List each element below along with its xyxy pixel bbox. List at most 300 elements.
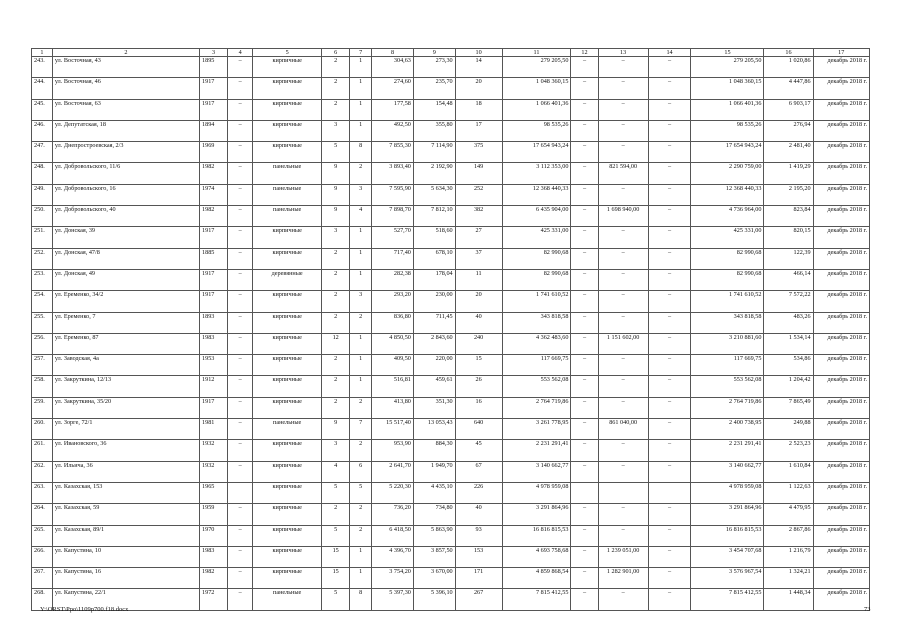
cost-fund-cell: 3 140 662,77 <box>691 461 764 482</box>
cost-fund-cell: 2 764 719,86 <box>691 397 764 418</box>
row-number-cell: 267. <box>32 568 53 589</box>
floors-cell: 4 <box>322 461 350 482</box>
row-number-cell: 247. <box>32 142 53 163</box>
floors-cell: 3 <box>322 227 350 248</box>
cost-fund-cell: 7 815 412,55 <box>691 589 764 610</box>
living-area-cell: 7 114,90 <box>413 142 455 163</box>
row-number-cell: 251. <box>32 227 53 248</box>
wall-material-cell: кирпичные <box>253 440 322 461</box>
cost-per-sqm-cell: 2 195,20 <box>764 184 813 205</box>
floors-cell: 5 <box>322 482 350 503</box>
cost-per-sqm-cell: 1 324,21 <box>764 568 813 589</box>
completion-date-cell: декабрь 2018 г. <box>813 376 869 397</box>
floors-cell: 2 <box>322 57 350 78</box>
row-number-cell: 261. <box>32 440 53 461</box>
col-4-cell: – <box>228 525 253 546</box>
living-area-cell: 5 634,30 <box>413 184 455 205</box>
cost-fund-cell: 16 816 815,53 <box>691 525 764 546</box>
col-12-cell: – <box>571 291 598 312</box>
build-year-cell: 1982 <box>200 206 228 227</box>
residents-cell: 20 <box>455 78 502 99</box>
build-year-cell: 1970 <box>200 525 228 546</box>
total-cost-cell: 4 693 758,68 <box>502 546 571 567</box>
table-row <box>32 248 870 269</box>
cost-per-sqm-cell: 2 867,86 <box>764 525 813 546</box>
total-area-cell: 5 220,30 <box>372 482 414 503</box>
cost-per-sqm-cell: 6 903,17 <box>764 99 813 120</box>
row-number-cell: 259. <box>32 397 53 418</box>
cost-fund-cell: 4 736 964,00 <box>691 206 764 227</box>
entrances-cell: 2 <box>350 504 372 525</box>
column-number-cell: 8 <box>372 49 414 57</box>
residents-cell: 171 <box>455 568 502 589</box>
floors-cell: 15 <box>322 568 350 589</box>
cost-per-sqm-cell: 1 534,14 <box>764 333 813 354</box>
entrances-cell: 1 <box>350 120 372 141</box>
address-cell: ул. Еременко, 34/2 <box>52 291 199 312</box>
wall-material-cell: кирпичные <box>253 142 322 163</box>
entrances-cell: 1 <box>350 568 372 589</box>
address-cell: ул. Донская, 47/8 <box>52 248 199 269</box>
address-cell: ул. Восточная, 63 <box>52 99 199 120</box>
column-number-cell: 9 <box>413 49 455 57</box>
residents-cell: 14 <box>455 57 502 78</box>
entrances-cell: 1 <box>350 99 372 120</box>
living-area-cell: 355,80 <box>413 120 455 141</box>
wall-material-cell: кирпичные <box>253 248 322 269</box>
row-number-cell: 254. <box>32 291 53 312</box>
floors-cell: 2 <box>322 312 350 333</box>
entrances-cell: 2 <box>350 440 372 461</box>
cost-per-sqm-cell: 1 610,84 <box>764 461 813 482</box>
col-14-cell <box>648 482 691 503</box>
address-cell: ул. Еременко, 7 <box>52 312 199 333</box>
cost-fund-cell: 1 066 401,36 <box>691 99 764 120</box>
col-4-cell: – <box>228 269 253 290</box>
row-number-cell: 246. <box>32 120 53 141</box>
total-cost-cell: 117 669,75 <box>502 355 571 376</box>
cost-fund-cell: 2 231 291,41 <box>691 440 764 461</box>
build-year-cell: 1953 <box>200 355 228 376</box>
wall-material-cell: кирпичные <box>253 333 322 354</box>
col-14-cell: – <box>648 525 691 546</box>
col-14-cell: – <box>648 312 691 333</box>
address-cell: ул. Закруткина, 12/13 <box>52 376 199 397</box>
total-cost-cell: 6 435 904,00 <box>502 206 571 227</box>
entrances-cell: 1 <box>350 546 372 567</box>
col-14-cell: – <box>648 78 691 99</box>
cost-fund-cell: 82 990,68 <box>691 269 764 290</box>
col-14-cell: – <box>648 397 691 418</box>
completion-date-cell: декабрь 2018 г. <box>813 312 869 333</box>
total-area-cell: 6 418,50 <box>372 525 414 546</box>
cost-fund-cell: 3 210 881,60 <box>691 333 764 354</box>
living-area-cell: 884,30 <box>413 440 455 461</box>
row-number-cell: 256. <box>32 333 53 354</box>
total-cost-cell: 82 990,68 <box>502 269 571 290</box>
completion-date-cell: декабрь 2018 г. <box>813 99 869 120</box>
cost-per-sqm-cell: 466,14 <box>764 269 813 290</box>
residents-cell: 27 <box>455 227 502 248</box>
col-13-cell: – <box>598 227 648 248</box>
table-row <box>32 99 870 120</box>
col-13-cell: – <box>598 440 648 461</box>
completion-date-cell: декабрь 2018 г. <box>813 269 869 290</box>
build-year-cell: 1983 <box>200 333 228 354</box>
col-13-cell: – <box>598 312 648 333</box>
living-area-cell: 220,00 <box>413 355 455 376</box>
table-row <box>32 525 870 546</box>
floors-cell: 2 <box>322 99 350 120</box>
completion-date-cell: декабрь 2018 г. <box>813 397 869 418</box>
total-cost-cell: 16 816 815,53 <box>502 525 571 546</box>
entrances-cell: 1 <box>350 355 372 376</box>
col-12-cell: – <box>571 440 598 461</box>
address-cell: ул. Зорге, 72/1 <box>52 419 199 440</box>
cost-per-sqm-cell: 1 122,63 <box>764 482 813 503</box>
floors-cell: 15 <box>322 546 350 567</box>
completion-date-cell: декабрь 2018 г. <box>813 355 869 376</box>
col-13-cell: – <box>598 397 648 418</box>
col-12-cell: – <box>571 333 598 354</box>
residents-cell: 20 <box>455 291 502 312</box>
entrances-cell: 2 <box>350 525 372 546</box>
table-row <box>32 142 870 163</box>
cost-per-sqm-cell: 1 448,34 <box>764 589 813 610</box>
residents-cell: 267 <box>455 589 502 610</box>
table-row <box>32 589 870 610</box>
residents-cell: 17 <box>455 120 502 141</box>
entrances-cell: 8 <box>350 589 372 610</box>
cost-fund-cell: 279 205,50 <box>691 57 764 78</box>
col-14-cell: – <box>648 355 691 376</box>
wall-material-cell: панельные <box>253 184 322 205</box>
address-cell: ул. Донская, 49 <box>52 269 199 290</box>
column-number-cell: 11 <box>502 49 571 57</box>
total-cost-cell: 2 231 291,41 <box>502 440 571 461</box>
wall-material-cell: панельные <box>253 206 322 227</box>
residents-cell: 18 <box>455 99 502 120</box>
floors-cell: 5 <box>322 589 350 610</box>
cost-per-sqm-cell: 276,94 <box>764 120 813 141</box>
address-cell: ул. Днепростроевская, 2/3 <box>52 142 199 163</box>
total-area-cell: 7 595,90 <box>372 184 414 205</box>
living-area-cell: 734,80 <box>413 504 455 525</box>
completion-date-cell: декабрь 2018 г. <box>813 546 869 567</box>
living-area-cell: 2 192,90 <box>413 163 455 184</box>
table-row <box>32 461 870 482</box>
col-12-cell: – <box>571 504 598 525</box>
cost-per-sqm-cell: 820,15 <box>764 227 813 248</box>
address-cell: ул. Заводская, 4а <box>52 355 199 376</box>
build-year-cell: 1917 <box>200 269 228 290</box>
col-4-cell: – <box>228 397 253 418</box>
total-area-cell: 413,80 <box>372 397 414 418</box>
total-cost-cell: 343 818,58 <box>502 312 571 333</box>
entrances-cell: 1 <box>350 333 372 354</box>
col-4-cell: – <box>228 589 253 610</box>
address-cell: ул. Добровольского, 16 <box>52 184 199 205</box>
col-4-cell: – <box>228 291 253 312</box>
col-4-cell: – <box>228 99 253 120</box>
cost-fund-cell: 2 400 738,95 <box>691 419 764 440</box>
row-number-cell: 243. <box>32 57 53 78</box>
build-year-cell: 1969 <box>200 142 228 163</box>
total-area-cell: 3 754,20 <box>372 568 414 589</box>
entrances-cell: 1 <box>350 57 372 78</box>
col-14-cell: – <box>648 461 691 482</box>
col-4-cell: – <box>228 568 253 589</box>
row-number-cell: 245. <box>32 99 53 120</box>
residents-cell: 45 <box>455 440 502 461</box>
residents-cell: 149 <box>455 163 502 184</box>
address-cell: ул. Казахская, 59 <box>52 504 199 525</box>
living-area-cell: 4 435,10 <box>413 482 455 503</box>
total-area-cell: 409,50 <box>372 355 414 376</box>
column-number-cell: 7 <box>350 49 372 57</box>
col-4-cell: – <box>228 184 253 205</box>
col-14-cell: – <box>648 57 691 78</box>
total-cost-cell: 1 048 360,15 <box>502 78 571 99</box>
build-year-cell: 1917 <box>200 291 228 312</box>
total-area-cell: 177,58 <box>372 99 414 120</box>
column-number-cell: 3 <box>200 49 228 57</box>
col-4-cell: – <box>228 78 253 99</box>
col-14-cell: – <box>648 376 691 397</box>
col-13-cell: 861 040,00 <box>598 419 648 440</box>
col-13-cell: 1 239 051,00 <box>598 546 648 567</box>
col-12-cell: – <box>571 419 598 440</box>
cost-per-sqm-cell: 249,88 <box>764 419 813 440</box>
wall-material-cell: кирпичные <box>253 546 322 567</box>
row-number-cell: 255. <box>32 312 53 333</box>
total-area-cell: 717,40 <box>372 248 414 269</box>
living-area-cell: 351,30 <box>413 397 455 418</box>
row-number-cell: 252. <box>32 248 53 269</box>
completion-date-cell: декабрь 2018 г. <box>813 248 869 269</box>
col-13-cell: – <box>598 78 648 99</box>
living-area-cell: 711,45 <box>413 312 455 333</box>
row-number-cell: 249. <box>32 184 53 205</box>
total-cost-cell: 3 112 353,00 <box>502 163 571 184</box>
cost-per-sqm-cell: 4 479,95 <box>764 504 813 525</box>
cost-per-sqm-cell: 2 523,23 <box>764 440 813 461</box>
column-number-cell: 15 <box>691 49 764 57</box>
entrances-cell: 1 <box>350 269 372 290</box>
total-cost-cell: 12 368 440,33 <box>502 184 571 205</box>
address-cell: ул. Казахская, 89/1 <box>52 525 199 546</box>
col-12-cell: – <box>571 461 598 482</box>
col-14-cell: – <box>648 291 691 312</box>
residents-cell: 40 <box>455 504 502 525</box>
floors-cell: 5 <box>322 525 350 546</box>
completion-date-cell: декабрь 2018 г. <box>813 163 869 184</box>
col-13-cell: – <box>598 269 648 290</box>
table-row <box>32 440 870 461</box>
total-cost-cell: 425 331,00 <box>502 227 571 248</box>
row-number-cell: 257. <box>32 355 53 376</box>
col-14-cell: – <box>648 120 691 141</box>
floors-cell: 2 <box>322 269 350 290</box>
col-12-cell: – <box>571 312 598 333</box>
total-cost-cell: 4 978 959,08 <box>502 482 571 503</box>
col-4-cell: – <box>228 355 253 376</box>
total-cost-cell: 3 261 778,95 <box>502 419 571 440</box>
total-cost-cell: 279 205,50 <box>502 57 571 78</box>
column-number-cell: 6 <box>322 49 350 57</box>
table-row <box>32 291 870 312</box>
build-year-cell: 1917 <box>200 227 228 248</box>
entrances-cell: 7 <box>350 419 372 440</box>
total-cost-cell: 4 859 868,54 <box>502 568 571 589</box>
living-area-cell: 518,60 <box>413 227 455 248</box>
living-area-cell: 678,10 <box>413 248 455 269</box>
total-area-cell: 953,90 <box>372 440 414 461</box>
floors-cell: 2 <box>322 376 350 397</box>
entrances-cell: 1 <box>350 376 372 397</box>
wall-material-cell: кирпичные <box>253 99 322 120</box>
col-4-cell: – <box>228 376 253 397</box>
col-12-cell: – <box>571 78 598 99</box>
cost-fund-cell: 4 978 959,08 <box>691 482 764 503</box>
col-14-cell: – <box>648 568 691 589</box>
entrances-cell: 3 <box>350 291 372 312</box>
completion-date-cell: декабрь 2018 г. <box>813 461 869 482</box>
completion-date-cell: декабрь 2018 г. <box>813 142 869 163</box>
col-4-cell: – <box>228 227 253 248</box>
living-area-cell: 13 053,43 <box>413 419 455 440</box>
table-row <box>32 269 870 290</box>
wall-material-cell: кирпичные <box>253 504 322 525</box>
build-year-cell: 1981 <box>200 419 228 440</box>
wall-material-cell: панельные <box>253 589 322 610</box>
col-12-cell: – <box>571 568 598 589</box>
col-13-cell: – <box>598 291 648 312</box>
column-number-cell: 2 <box>52 49 199 57</box>
wall-material-cell: кирпичные <box>253 525 322 546</box>
table-row <box>32 227 870 248</box>
cost-fund-cell: 12 368 440,33 <box>691 184 764 205</box>
entrances-cell: 8 <box>350 142 372 163</box>
residents-cell: 11 <box>455 269 502 290</box>
entrances-cell: 1 <box>350 78 372 99</box>
total-area-cell: 282,38 <box>372 269 414 290</box>
total-cost-cell: 1 066 401,36 <box>502 99 571 120</box>
row-number-cell: 248. <box>32 163 53 184</box>
housing-register-table <box>31 48 870 611</box>
total-cost-cell: 98 535,26 <box>502 120 571 141</box>
completion-date-cell: декабрь 2018 г. <box>813 120 869 141</box>
column-number-cell: 16 <box>764 49 813 57</box>
col-4-cell: – <box>228 440 253 461</box>
completion-date-cell: декабрь 2018 г. <box>813 419 869 440</box>
col-4-cell: – <box>228 120 253 141</box>
wall-material-cell: кирпичные <box>253 120 322 141</box>
residents-cell: 15 <box>455 355 502 376</box>
completion-date-cell: декабрь 2018 г. <box>813 482 869 503</box>
build-year-cell: 1974 <box>200 184 228 205</box>
cost-fund-cell: 425 331,00 <box>691 227 764 248</box>
col-4-cell: – <box>228 461 253 482</box>
row-number-cell: 262. <box>32 461 53 482</box>
col-14-cell: – <box>648 504 691 525</box>
total-area-cell: 15 517,40 <box>372 419 414 440</box>
build-year-cell: 1917 <box>200 78 228 99</box>
total-area-cell: 516,81 <box>372 376 414 397</box>
cost-fund-cell: 3 291 864,96 <box>691 504 764 525</box>
col-13-cell: – <box>598 142 648 163</box>
cost-per-sqm-cell: 823,84 <box>764 206 813 227</box>
address-cell: ул. Восточная, 43 <box>52 57 199 78</box>
total-area-cell: 7 855,30 <box>372 142 414 163</box>
col-13-cell: – <box>598 461 648 482</box>
total-cost-cell: 17 654 943,24 <box>502 142 571 163</box>
residents-cell: 240 <box>455 333 502 354</box>
row-number-cell: 268. <box>32 589 53 610</box>
col-12-cell: – <box>571 546 598 567</box>
cost-per-sqm-cell: 122,39 <box>764 248 813 269</box>
col-13-cell: – <box>598 184 648 205</box>
living-area-cell: 5 863,90 <box>413 525 455 546</box>
column-number-cell: 14 <box>648 49 691 57</box>
col-4-cell: – <box>228 546 253 567</box>
total-cost-cell: 7 815 412,55 <box>502 589 571 610</box>
completion-date-cell: декабрь 2018 г. <box>813 206 869 227</box>
col-12-cell <box>571 482 598 503</box>
cost-fund-cell: 2 290 759,00 <box>691 163 764 184</box>
floors-cell: 3 <box>322 440 350 461</box>
total-area-cell: 736,20 <box>372 504 414 525</box>
col-13-cell: – <box>598 248 648 269</box>
entrances-cell: 3 <box>350 184 372 205</box>
col-14-cell: – <box>648 589 691 610</box>
total-area-cell: 304,63 <box>372 57 414 78</box>
wall-material-cell: кирпичные <box>253 312 322 333</box>
total-area-cell: 836,80 <box>372 312 414 333</box>
table-row <box>32 482 870 503</box>
total-area-cell: 527,70 <box>372 227 414 248</box>
col-12-cell: – <box>571 57 598 78</box>
address-cell: ул. Казахская, 153 <box>52 482 199 503</box>
total-area-cell: 274,60 <box>372 78 414 99</box>
col-14-cell: – <box>648 163 691 184</box>
entrances-cell: 4 <box>350 206 372 227</box>
col-14-cell: – <box>648 440 691 461</box>
address-cell: ул. Капустина, 22/1 <box>52 589 199 610</box>
build-year-cell: 1895 <box>200 57 228 78</box>
completion-date-cell: декабрь 2018 г. <box>813 525 869 546</box>
total-cost-cell: 553 562,08 <box>502 376 571 397</box>
col-13-cell: – <box>598 589 648 610</box>
total-cost-cell: 1 741 610,52 <box>502 291 571 312</box>
address-cell: ул. Добровольского, 11/6 <box>52 163 199 184</box>
build-year-cell: 1894 <box>200 120 228 141</box>
col-12-cell: – <box>571 206 598 227</box>
build-year-cell: 1959 <box>200 504 228 525</box>
col-13-cell: – <box>598 355 648 376</box>
floors-cell: 12 <box>322 333 350 354</box>
cost-fund-cell: 98 535,26 <box>691 120 764 141</box>
row-number-cell: 244. <box>32 78 53 99</box>
col-4-cell: – <box>228 419 253 440</box>
total-cost-cell: 3 140 662,77 <box>502 461 571 482</box>
column-number-header <box>32 49 870 57</box>
col-12-cell: – <box>571 227 598 248</box>
entrances-cell: 5 <box>350 482 372 503</box>
col-4-cell <box>228 482 253 503</box>
cost-per-sqm-cell: 483,26 <box>764 312 813 333</box>
table-row <box>32 78 870 99</box>
